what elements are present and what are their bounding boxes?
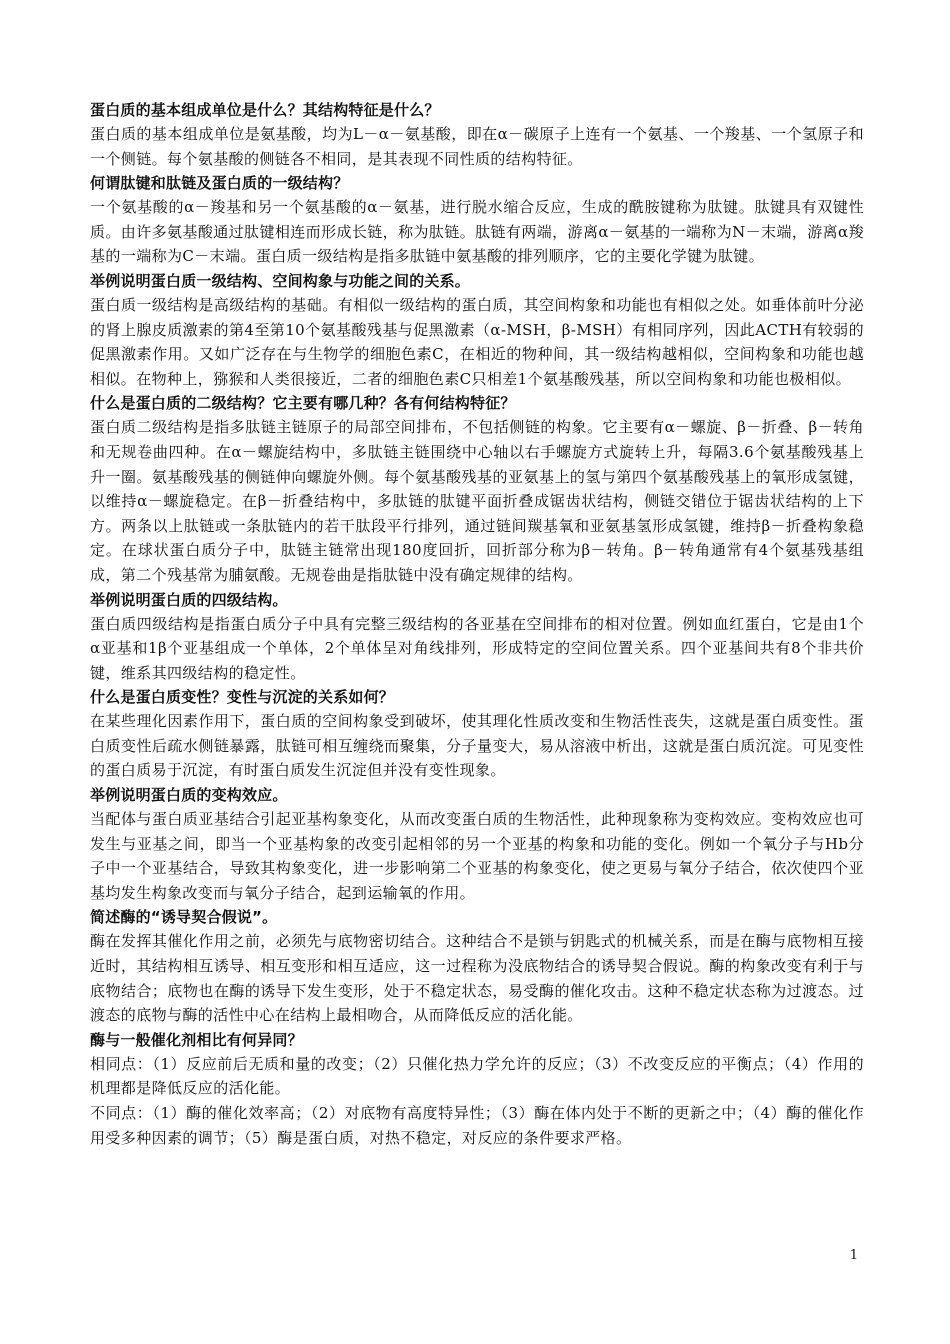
page-content (90, 98, 864, 1150)
question-heading: 举例说明蛋白质的变构效应。 (90, 786, 288, 805)
question-heading: 举例说明蛋白质一级结构、空间构象与功能之间的关系。 (90, 271, 471, 290)
answer-paragraph-differences: 不同点：（1）酶的催化效率高；（2）对底物有高度特异性；（3）酶在体内处于不断的更新之中；（4）酶的催化作用受多种因素的调节；（5）酶是蛋白质，对热不稳定，对反应的条件要求严格。 (90, 1104, 864, 1147)
qa-block-5 (90, 588, 864, 686)
qa-block-3 (90, 269, 864, 391)
answer-paragraph: 蛋白质四级结构是指蛋白质分子中具有完整三级结构的各亚基在空间排布的相对位置。例如血红蛋白，它是由1个α亚基和1β个亚基组成一个单体，2个单体呈对角线排列，形成特定的空间位置关系。四个亚基间共有8个非共价键，维系其四级结构的稳定性。 (90, 614, 864, 682)
question-heading: 什么是蛋白质变性？变性与沉淀的关系如何？ (90, 688, 395, 707)
answer-paragraph-similarities: 相同点：（1）反应前后无质和量的改变；（2）只催化热力学允许的反应；（3）不改变反应的平衡点；（4）作用的机理都是降低反应的活化能。 (90, 1054, 864, 1098)
qa-block-9 (90, 1028, 864, 1150)
question-heading: 简述酶的“诱导契合假说”。 (90, 908, 278, 927)
question-heading: 蛋白质的基本组成单位是什么？其结构特征是什么？ (90, 101, 440, 119)
qa-block-4 (90, 391, 864, 587)
qa-block-2 (90, 171, 864, 269)
answer-paragraph: 蛋白质一级结构是高级结构的基础。有相似一级结构的蛋白质，其空间构象和功能也有相似之处。如垂体前叶分泌的肾上腺皮质激素的第4至第10个氨基酸残基与促黑激素（α-MSH，β-MSH）有相同序列，因此ACTH有较弱的促黑激素作用。又如广泛存在与生物学的细胞色素C，在相近的物种间，其一级结构越相似，空间构象和功能也越相似。在物种上，猕猴和人类很接近，二者的细胞色素C只相差1个氨基酸残基，所以空间构象和功能也极相似。 (90, 295, 864, 388)
answer-paragraph: 蛋白质的基本组成单位是氨基酸，均为L－α－氨基酸，即在α－碳原子上连有一个氨基、一个羧基、一个氢原子和一个侧链。每个氨基酸的侧链各不相同，是其表现不同性质的结构特征。 (90, 125, 864, 168)
qa-block-8 (90, 905, 864, 1027)
question-heading: 举例说明蛋白质的四级结构。 (90, 590, 288, 609)
qa-block-6 (90, 685, 864, 783)
answer-paragraph: 蛋白质二级结构是指多肽链主链原子的局部空间排布，不包括侧链的构象。它主要有α－螺旋、β－折叠、β－转角和无规卷曲四种。在α－螺旋结构中，多肽链主链围绕中心轴以右手螺旋方式旋转上升，每隔3.6个氨基酸残基上升一圈。氨基酸残基的侧链伸向螺旋外侧。每个氨基酸残基的亚氨基上的氢与第四个氨基酸残基上的氧形成氢键，以维持α－螺旋稳定。在β－折叠结构中，多肽链的肽键平面折叠成锯齿状结构，侧链交错位于锯齿状结构的上下方。两条以上肽链或一条肽链内的若干肽段平行排列，通过链间羰基氧和亚氨基氢形成氢键，维持β－折叠构象稳定。在球状蛋白质分子中，肽链主链常出现180度回折，回折部分称为β－转角。β－转角通常有4个氨基残基组成，第二个残基常为脯氨酸。无规卷曲是指肽链中没有确定规律的结构。 (90, 418, 864, 584)
answer-paragraph: 一个氨基酸的α－羧基和另一个氨基酸的α－氨基，进行脱水缩合反应，生成的酰胺键称为肽键。肽键具有双键性质。由许多氨基酸通过肽键相连而形成长链，称为肽链。肽链有两端，游离α－氨基的一端称为N－末端，游离α羧基的一端称为C－末端。蛋白质一级结构是指多肽链中氨基酸的排列顺序，它的主要化学键为肽键。 (90, 198, 864, 266)
question-heading: 什么是蛋白质的二级结构？它主要有哪几种？各有何结构特征？ (90, 394, 516, 413)
qa-block-7 (90, 783, 864, 905)
answer-paragraph: 酶在发挥其催化作用之前，必须先与底物密切结合。这种结合不是锁与钥匙式的机械关系，而是在酶与底物相互接近时，其结构相互诱导、相互变形和相互适应，这一过程称为没底物结合的诱导契合假说。酶的构象改变有利于与底物结合；底物也在酶的诱导下发生变形，处于不稳定状态，易受酶的催化攻击。这种不稳定状态称为过渡态。过渡态的底物与酶的活性中心在结构上最相吻合，从而降低反应的活化能。 (90, 932, 864, 1025)
answer-paragraph: 当配体与蛋白质亚基结合引起亚基构象变化，从而改变蛋白质的生物活性，此种现象称为变构效应。变构效应也可发生与亚基之间，即当一个亚基构象的改变引起相邻的另一个亚基的构象和功能的变化。例如一个氧分子与Hb分子中一个亚基结合，导致其构象变化，进一步影响第二个亚基的构象变化，使之更易与氧分子结合，依次使四个亚基均发生构象改变而与氧分子结合，起到运输氧的作用。 (90, 810, 864, 902)
page-number: 1 (849, 1248, 858, 1263)
answer-paragraph: 在某些理化因素作用下，蛋白质的空间构象受到破坏，使其理化性质改变和生物活性丧失，这就是蛋白质变性。蛋白质变性后疏水侧链暴露，肽链可相互缠绕而聚集，分子量变大，易从溶液中析出，这就是蛋白质沉淀。可见变性的蛋白质易于沉淀，有时蛋白质发生沉淀但并没有变性现象。 (90, 712, 864, 780)
question-heading: 酶与一般催化剂相比有何异同？ (90, 1030, 303, 1049)
qa-block-1 (90, 98, 864, 171)
question-heading: 何谓肽键和肽链及蛋白质的一级结构？ (90, 174, 349, 193)
